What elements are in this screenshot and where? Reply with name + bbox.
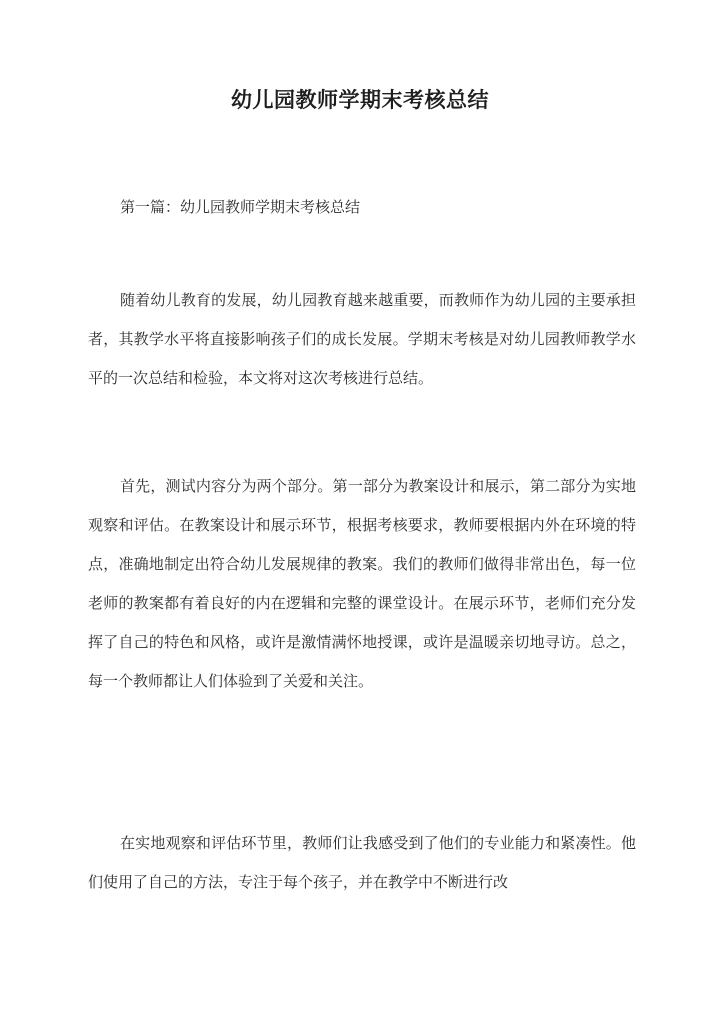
paragraph-2: 首先，测试内容分为两个部分。第一部分为教案设计和展示，第二部分为实地观察和评估。在教案设计和展示环节，根据考核要求，教师要根据内外在环境的特点，准确地制定出符合幼儿发展规律的教案。我们的教师们做得非常出色，每一位老师的教案都有着良好的内在逻辑和完整的课堂设计。在展示环节，老师们充分发挥了自己的特色和风格，或许是激情满怀地授课，或许是温暖亲切地寻访。总之，每一个教师都让人们体验到了关爱和关注。	[88, 477, 636, 690]
paragraph-3: 在实地观察和评估环节里，教师们让我感受到了他们的专业能力和紧凑性。他们使用了自己的方法，专注于每个孩子，并在教学中不断进行改	[88, 834, 636, 891]
section-heading: 第一篇：幼儿园教师学期末考核总结	[120, 198, 361, 216]
paragraph-1: 随着幼儿教育的发展，幼儿园教育越来越重要，而教师作为幼儿园的主要承担者，其教学水平将直接影响孩子们的成长发展。学期末考核是对幼儿园教师教学水平的一次总结和检验，本文将对这次考核进行总结。	[88, 291, 636, 387]
document-title: 幼儿园教师学期末考核总结	[231, 87, 489, 112]
